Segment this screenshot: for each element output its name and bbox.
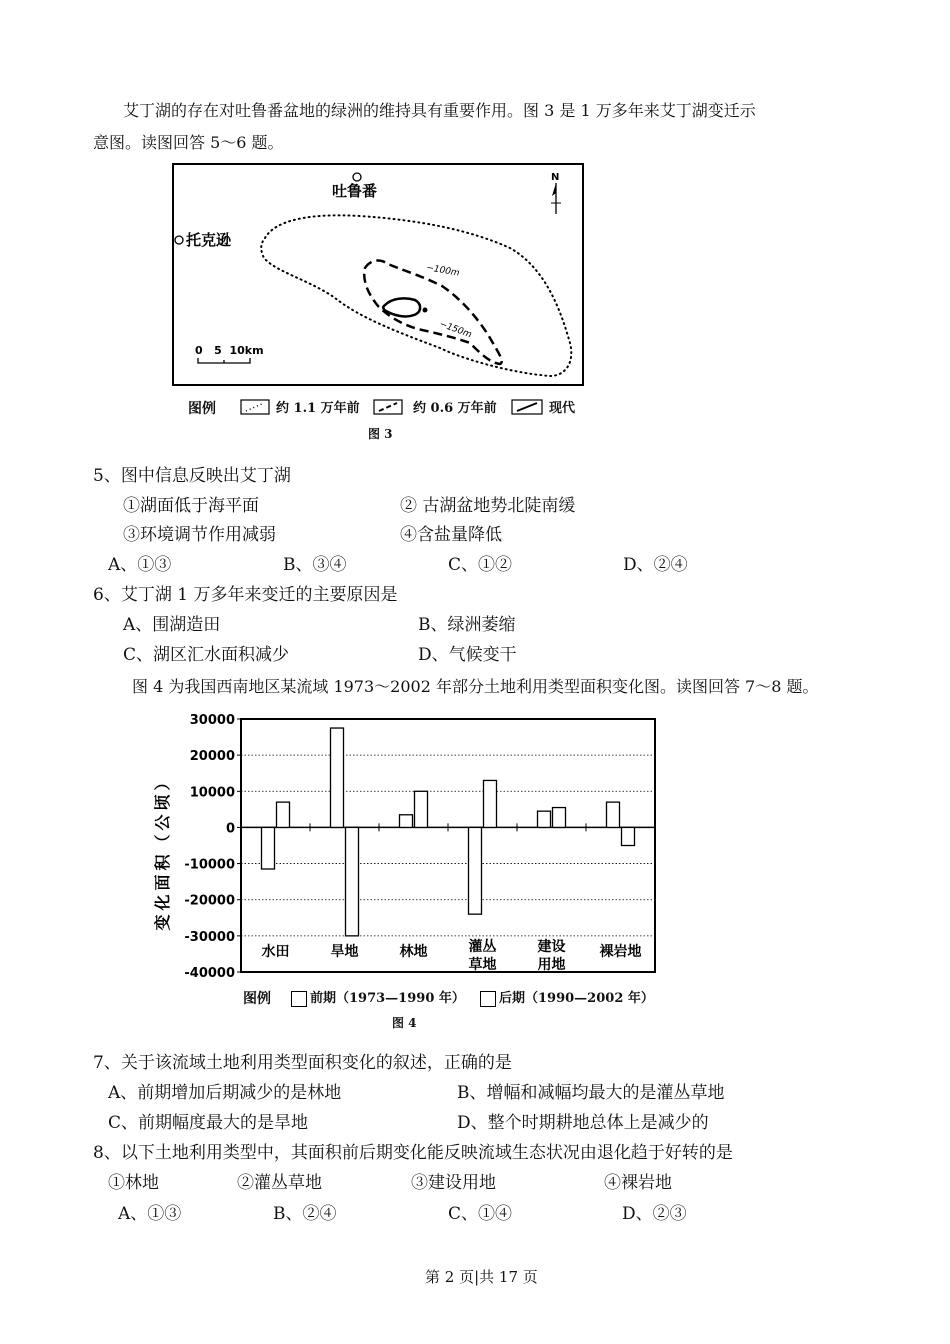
q5-choice-c: C、①② [448,555,513,575]
q6-choice-c: C、湖区汇水面积减少 [123,645,290,665]
q7-choice-c: C、前期幅度最大的是旱地 [108,1113,309,1133]
q7-choice-d: D、整个时期耕地总体上是减少的 [457,1113,709,1133]
y-tick-label: -20000 [184,893,235,909]
city-toksun-label: 托克逊 [186,231,232,249]
lake-modern [383,298,420,316]
category-label: 用地 [537,957,566,973]
intro-paragraph-line1: 艾丁湖的存在对吐鲁番盆地的绿洲的维持具有重要作用。图 3 是 1 万多年来艾丁湖变迁示 [123,101,756,120]
bar-early-3 [469,827,482,914]
q8-choice-a: A、①③ [118,1204,182,1224]
category-label: 灌丛 [468,939,497,955]
q7-choice-b: B、增幅和减幅均最大的是灌丛草地 [457,1083,725,1103]
intro2-paragraph: 图 4 为我国西南地区某流域 1973～2002 年部分土地利用类型面积变化图。读图回答 7～8 题。 [132,677,819,696]
category-label: 林地 [399,944,428,960]
q5-statement-2: ② 古湖盆地势北陡南缓 [400,496,576,516]
lake-change-map [160,158,600,438]
bar-late-1 [346,827,359,935]
y-tick-label: -40000 [184,966,235,981]
y-tick-label: -30000 [184,929,235,945]
q5-choice-b: B、③④ [283,555,347,575]
category-label: 建设 [537,939,566,955]
bar-early-0 [262,827,275,869]
chart-legend-title: 图例 [243,991,271,1007]
bar-late-0 [277,802,290,827]
scale-label: 0 5 10km [195,344,264,357]
land-use-change-chart [140,705,670,1010]
q8-statement-4: ④裸岩地 [604,1173,672,1193]
y-tick-label: 10000 [189,785,235,801]
legend-swatch-late [480,991,496,1007]
q5-choice-d: D、②④ [623,555,688,575]
intro-paragraph-line2: 意图。读图回答 5～6 题。 [93,133,284,152]
q8-statement-2: ②灌丛草地 [237,1173,322,1193]
q5-statement-4: ④含盐量降低 [400,525,502,545]
legend-swatch-6k [373,399,403,415]
q8-statement-1: ①林地 [108,1173,159,1193]
q7-choice-a: A、前期增加后期减少的是林地 [108,1083,342,1103]
legend-label-modern: 现代 [549,401,576,416]
category-label: 裸岩地 [599,944,642,960]
figure4-caption: 图 4 [392,1016,417,1030]
figure3-caption: 图 3 [368,427,393,441]
legend-swatch-early [291,991,307,1007]
q5-stem: 5、图中信息反映出艾丁湖 [93,466,291,486]
city-turpan-label: 吐鲁番 [332,182,378,200]
north-label: N [551,172,560,183]
q5-statement-3: ③环境调节作用减弱 [123,525,276,545]
map-legend-title: 图例 [188,401,216,417]
q6-choice-a: A、围湖造田 [123,615,221,635]
plot-area [241,719,655,972]
legend-label-6k: 约 0.6 万年前 [413,401,497,416]
scale-bar [198,358,250,363]
y-tick-label: 20000 [189,749,235,765]
bar-early-1 [331,728,344,827]
legend-swatch-modern [511,399,543,415]
q7-stem: 7、关于该流域土地利用类型面积变化的叙述，正确的是 [93,1053,512,1073]
lake-islet [423,308,428,313]
page-footer: 第 2 页|共 17 页 [425,1268,538,1286]
north-arrow-icon [551,183,561,214]
category-label: 草地 [468,957,497,973]
q6-choice-b: B、绿洲萎缩 [418,615,516,635]
legend-label-late: 后期（1990—2002 年） [499,991,654,1006]
q6-choice-d: D、气候变干 [418,645,517,665]
contour-label-150: −150m [437,319,473,341]
legend-label-11k: 约 1.1 万年前 [276,401,360,416]
q8-choice-d: D、②③ [622,1204,687,1224]
lake-boundary-11k [261,215,571,376]
contour-label-100: −100m [425,263,461,279]
q8-choice-b: B、②④ [273,1204,337,1224]
legend-label-early: 前期（1973—1990 年） [310,991,465,1006]
q5-statement-1: ①湖面低于海平面 [123,496,259,516]
city-toksun-marker [175,236,183,244]
q8-choice-c: C、①④ [448,1204,513,1224]
bar-late-5 [622,827,635,845]
y-tick-label: 30000 [189,713,235,728]
y-tick-label: -10000 [184,857,235,873]
city-turpan-marker [353,173,361,181]
y-tick-label: 0 [225,821,235,837]
category-label: 旱地 [330,944,359,960]
q5-choice-a: A、①③ [108,555,172,575]
category-label: 水田 [261,944,290,960]
q8-statement-3: ③建设用地 [411,1173,496,1193]
bar-late-4 [553,808,566,828]
lake-boundary-6k [364,261,501,364]
q8-stem: 8、以下土地利用类型中，其面积前后期变化能反映流域生态状况由退化趋于好转的是 [93,1143,733,1163]
q6-stem: 6、艾丁湖 1 万多年来变迁的主要原因是 [93,585,398,605]
bar-early-2 [400,815,413,828]
legend-swatch-11k [240,399,270,415]
bar-early-4 [538,811,551,827]
y-axis-title: 变化面积（公顷） [153,770,172,931]
bar-late-3 [484,780,497,827]
bar-late-2 [415,791,428,827]
bar-early-5 [607,802,620,827]
